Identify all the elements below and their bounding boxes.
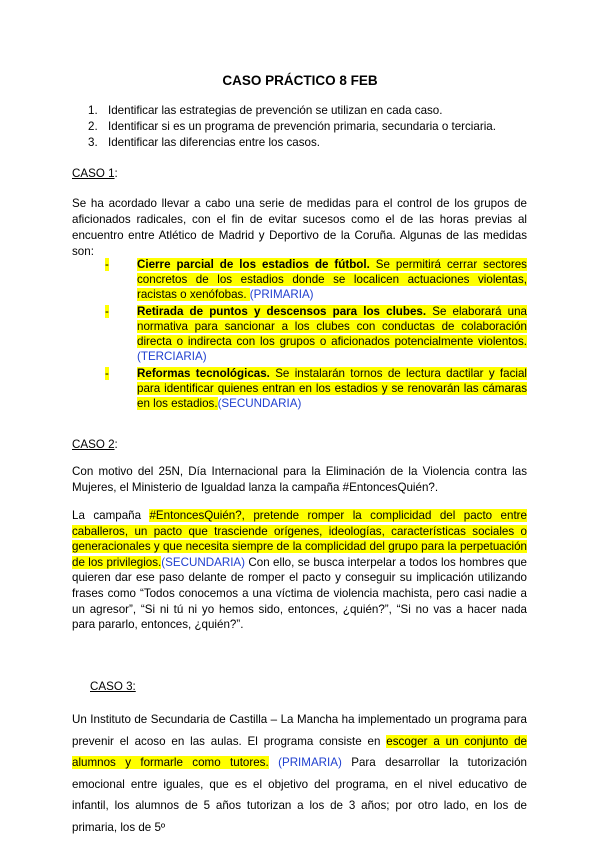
bullet-dash: - (105, 305, 109, 318)
instructions-list (88, 103, 548, 151)
bullet-bold: Retirada de puntos y descensos para los clubes. (137, 305, 427, 318)
bullet-text: Se instalarán tornos de lectura dactilar y facial para identificar quienes entran en los estadios y se renovarán las cámaras en los estadios. (137, 367, 527, 410)
bullet-text: Se permitirá cerrar sectores concretos de los estadios donde se localicen actuaciones violentas, racistas o xenófobas. (137, 258, 527, 301)
list-item (88, 103, 548, 118)
bullet-bold: Cierre parcial de los estadios de fútbol. (137, 258, 370, 271)
prevention-tag: (TERCIARIA) (137, 350, 207, 363)
prevention-tag: (SECUNDARIA) (217, 397, 302, 410)
highlighted-text: escoger a un conjunto de alumnos y formarle como tutores. (72, 734, 527, 769)
list-item (88, 135, 548, 150)
list-item (88, 119, 548, 134)
caso3-heading: CASO 3: (90, 680, 136, 693)
list-text: Identificar si es un programa de prevención primaria, secundaria o terciaria. (108, 120, 496, 133)
caso1-bullet-list (105, 257, 527, 413)
caso2-heading: CASO 2: (72, 438, 118, 451)
list-number: 3. (88, 136, 98, 149)
list-item (105, 304, 527, 364)
highlighted-text: #EntoncesQuién?, pretende romper la complicidad del pacto entre caballeros, un pacto que trasciende orígenes, ideologías, características sociales o generacionales y que necesita siempre de la complicidad del grupo para la perpetuación de los privilegios. (72, 509, 527, 569)
bullet-dash: - (105, 367, 109, 380)
caso2-paragraph-2: La campaña #EntoncesQuién?, pretende romper la complicidad del pacto entre caballeros, un pacto que trasciende orígenes, ideologías, características sociales o generacionales y que necesita siempre de la complicidad del grupo para la perpetuación de los privilegios.(SECUNDARIA) Con ello, se busca interpelar a todos los hombres que quieren dar ese paso delante de romper el pacto y conseguir su implicación utilizando frases como “Todos conocemos a una víctima de violencia machista, pero casi nadie a un agresor”, “Si ni tú ni yo hemos sido, entonces, ¿quién?”, “Si no vas a hacer nada para pararlo, entonces, ¿quién?”. (72, 509, 527, 632)
caso2-paragraph-1: Con motivo del 25N, Día Internacional para la Eliminación de la Violencia contra las Mujeres, el Ministerio de Igualdad lanza la campaña #EntoncesQuién?. (72, 465, 527, 494)
list-text: Identificar las estrategias de prevención se utilizan en cada caso. (108, 104, 443, 117)
prevention-tag: (PRIMARIA) (249, 288, 314, 301)
prevention-tag: (SECUNDARIA) (161, 555, 246, 569)
bullet-text: Se elaborará una normativa para sancionar a los clubes con conductas de colaboración directa o indirecta con los grupos o aficionados potencialmente violentos. (137, 305, 527, 348)
prevention-tag: (PRIMARIA) (278, 756, 342, 769)
page-title: CASO PRÁCTICO 8 FEB (222, 73, 378, 88)
caso3-paragraph-1: Un Instituto de Secundaria de Castilla – La Mancha ha implementado un programa para prevenir el acoso en las aulas. El programa consiste en escoger a un conjunto de alumnos y formarle como tutores. (PRIMARIA) Para desarrollar la tutorización emocional entre iguales, que es el objetivo del programa, en el nivel educativo de infantil, los alumnos de 5 años tutorizan a los de 3 años; por otro lado, en los de primaria, los de 5º (72, 713, 527, 834)
list-item (105, 366, 527, 411)
list-item (105, 257, 527, 302)
caso1-intro: Se ha acordado llevar a cabo una serie de medidas para el control de los grupos de aficionados radicales, con el fin de evitar sucesos como el de las horas previas al encuentro entre Atlético de Madrid y Deportivo de la Coruña. Algunas de las medidas son: (72, 197, 527, 258)
list-number: 2. (88, 120, 98, 133)
caso1-heading: CASO 1: (72, 167, 118, 180)
list-text: Identificar las diferencias entre los casos. (108, 136, 321, 149)
bullet-dash: - (105, 258, 109, 271)
list-number: 1. (88, 104, 98, 117)
bullet-bold: Reformas tecnológicas. (137, 367, 270, 380)
